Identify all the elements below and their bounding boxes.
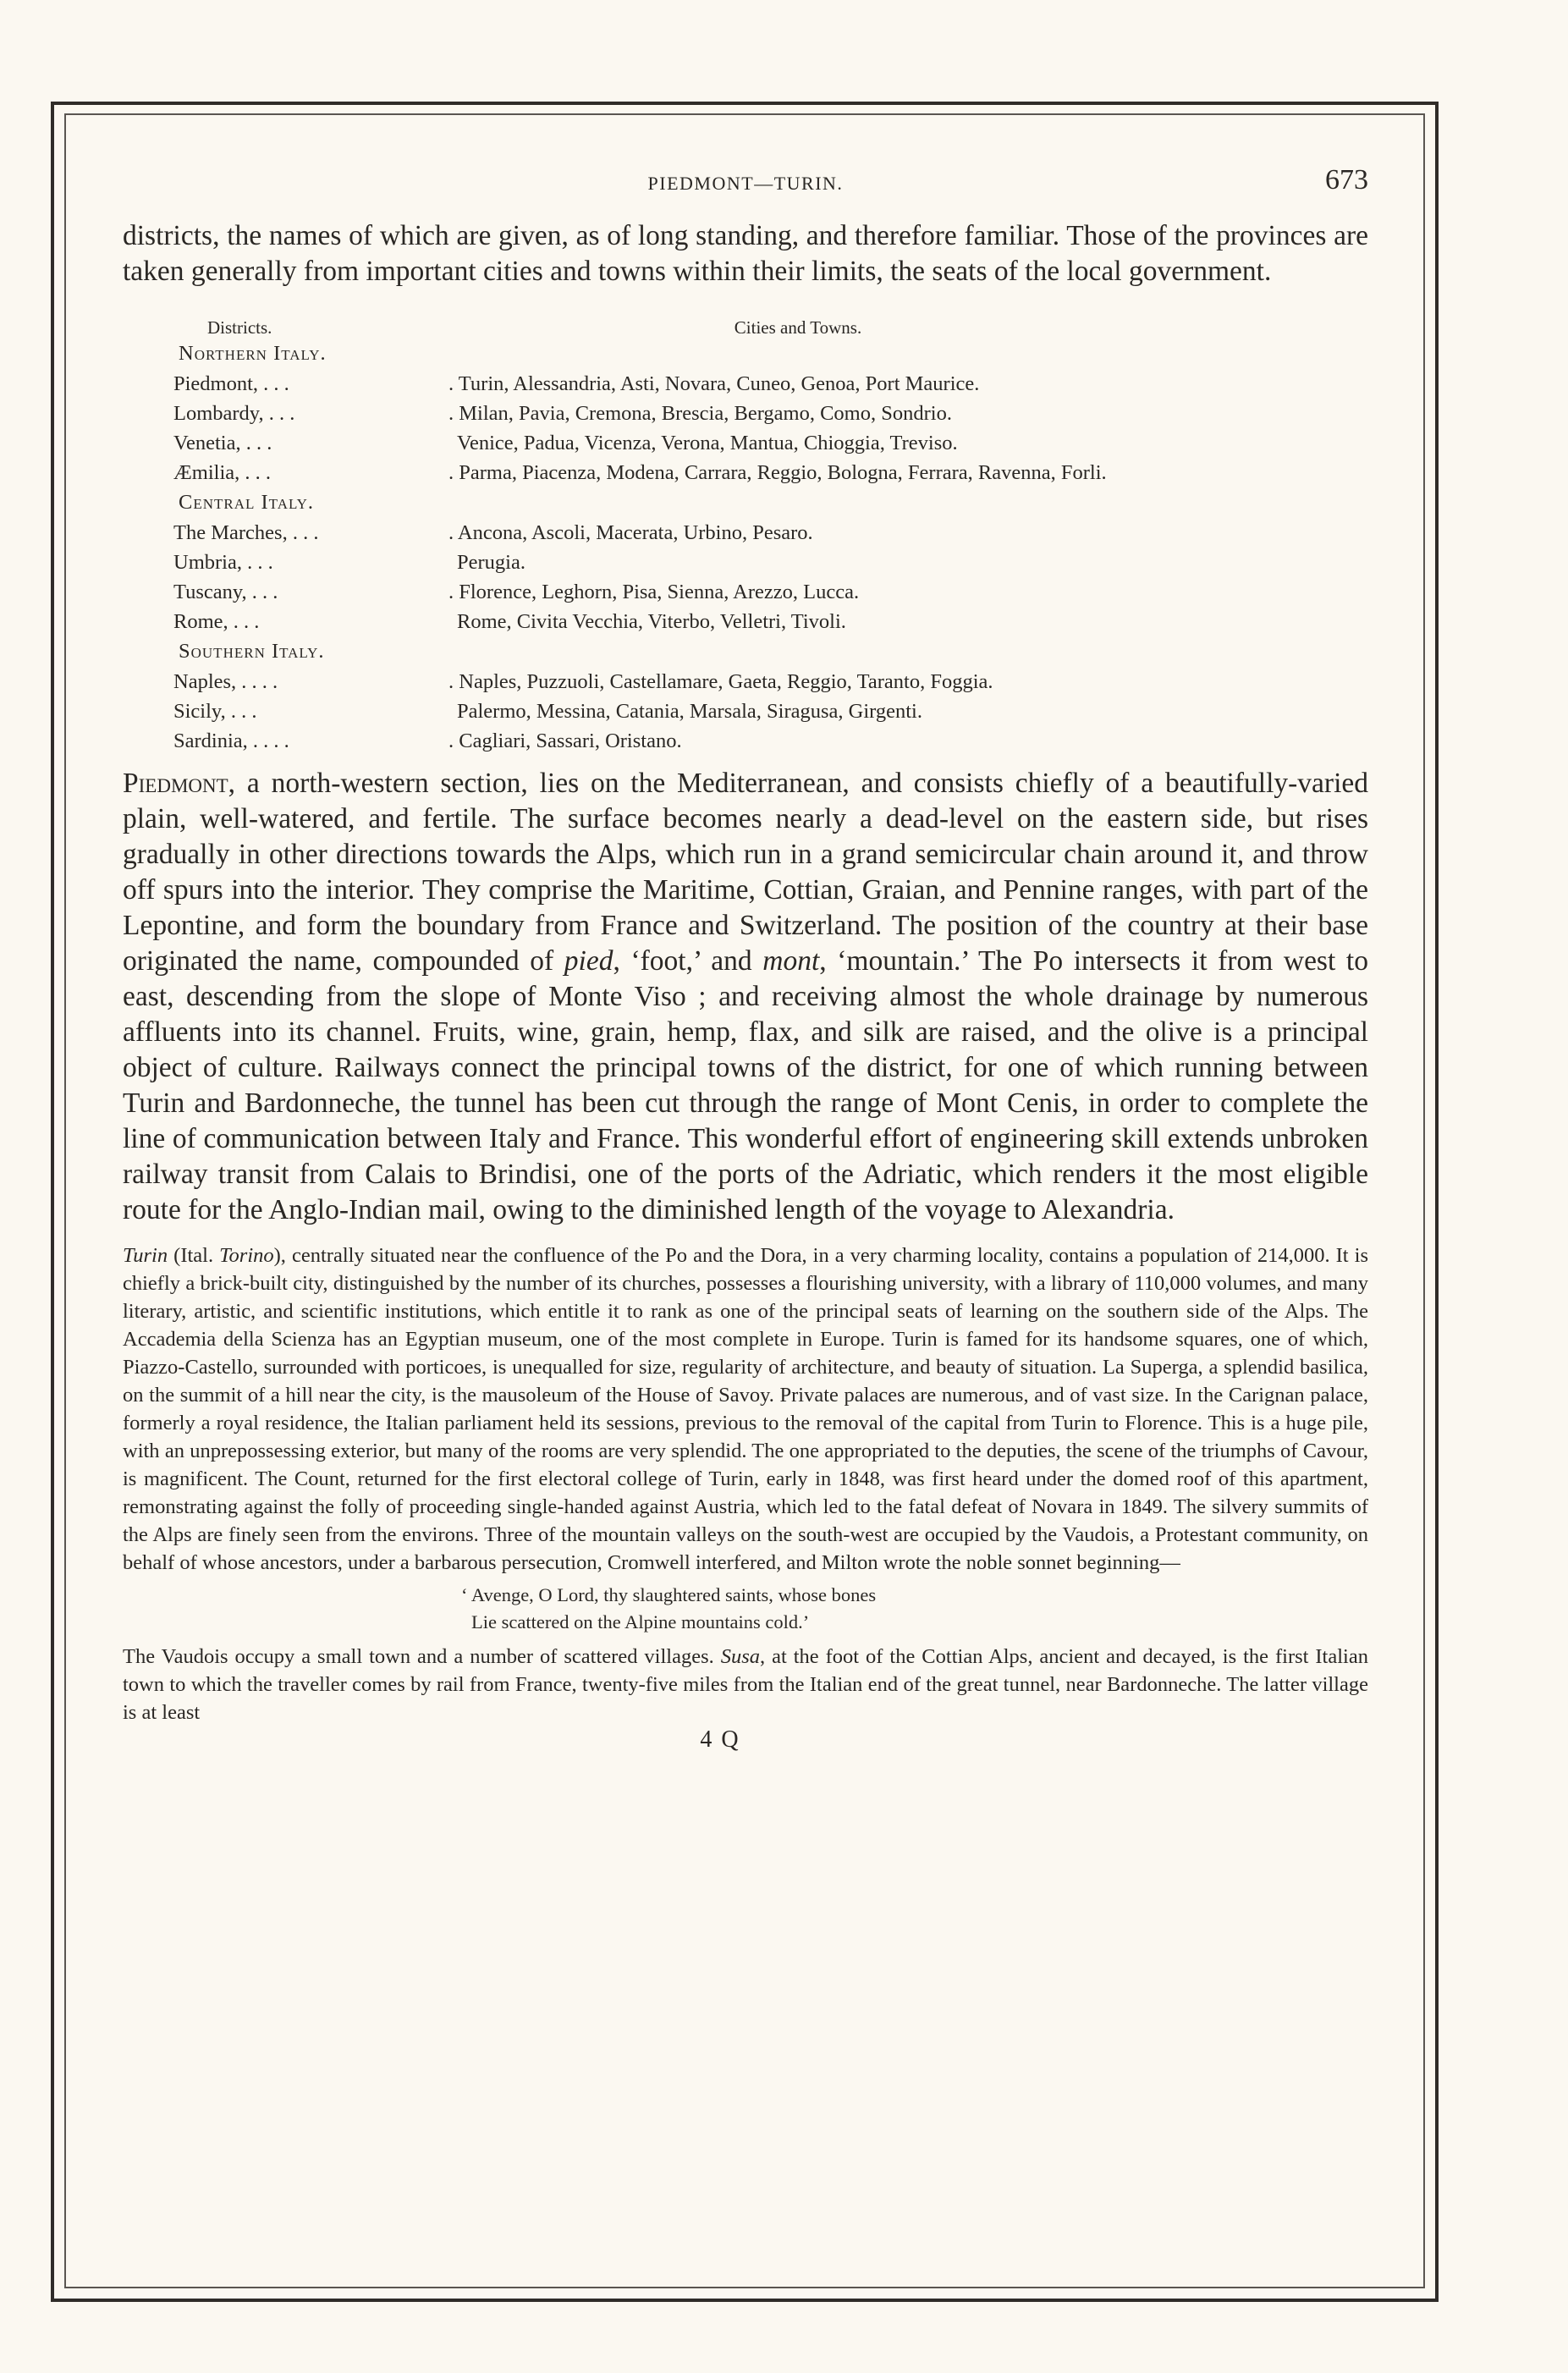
table-row: [123, 369, 1368, 399]
intro-paragraph: districts, the names of which are given, as of long standing, and therefore familiar. Those of the provinces are taken generally from important cities and towns within their limits, the seats of the local government.: [123, 220, 1368, 287]
piedmont-text: , ‘mountain.’ The Po intersects it from west to east, descending from the slope of Monte Viso ; and receiving almost the whole drainage by numerous affluents into its channel. Fruits, wine, grain, hemp, flax, and silk are raised, and the olive is a principal object of culture. Railways connect the principal towns of the district, for one of which running between Turin and Bardonneche, the tunnel has been cut through the range of Mont Cenis, in order to complete the line of communication between Italy and France. This wonderful effort of engineering skill extends unbroken railway transit from Calais to Brindisi, one of the ports of the Adriatic, which renders it the most eligible route for the Anglo-Indian mail, owing to the diminished length of the voyage to Alexandria.: [123, 945, 1368, 1225]
cities-cell: Perugia.: [457, 551, 525, 574]
page-content: [123, 159, 1368, 1754]
verse-line: ‘ Avenge, O Lord, thy slaughtered saints, whose bones: [461, 1584, 877, 1605]
cities-cell: Rome, Civita Vecchia, Viterbo, Velletri, Tivoli.: [457, 610, 846, 633]
running-title: PIEDMONT—TURIN.: [647, 173, 844, 194]
turin-name-italian: Torino: [219, 1244, 274, 1267]
district-cell: Sicily, . . .: [173, 700, 257, 723]
susa-name: Susa: [720, 1645, 760, 1668]
sonnet-quote: [461, 1582, 1368, 1636]
turin-text: ), centrally situated near the confluence of the Po and the Dora, in a very charming locality, contains a population of 214,000. It is chiefly a brick-built city, distinguished by the number of its churches, possesses a flourishing university, with a library of 110,000 volumes, and many literary, artistic, and scientific institutions, which entitle it to rank as one of the principal seats of learning on the southern side of the Alps. The Accademia della Scienza has an Egyptian museum, one of the most complete in Europe. Turin is famed for its handsome squares, one of which, Piazzo-Castello, surrounded with porticoes, is unequalled for size, regularity of architecture, and beauty of situation. La Superga, a splendid basilica, on the summit of a hill near the city, is the mausoleum of the House of Savoy. Private palaces are numerous, and of vast size. In the Carignan palace, formerly a royal residence, the Italian parliament held its sessions, previous to the removal of the capital from Turin to Florence. This is a huge pile, with an unprepossessing exterior, but many of the rooms are very splendid. The one appropriated to the deputies, the scene of the triumphs of Cavour, is magnificent. The Count, returned for the first electoral college of Turin, early in 1848, was first heard under the domed roof of this apartment, remonstrating against the folly of proceeding single-handed against Austria, which led to the fatal defeat of Novara in 1849. The silvery summits of the Alps are finely seen from the environs. Three of the mountain valleys on the south-west are occupied by the Vaudois, a Protestant community, on behalf of whose ancestors, under a barbarous persecution, Cromwell interfered, and Milton wrote the noble sonnet beginning—: [123, 1244, 1369, 1574]
cities-cell: . Turin, Alessandria, Asti, Novara, Cuneo, Genoa, Port Maurice.: [448, 372, 980, 395]
cities-cell: . Cagliari, Sassari, Oristano.: [448, 730, 682, 752]
turin-text: (Ital.: [168, 1244, 220, 1267]
cities-cell: . Parma, Piacenza, Modena, Carrara, Reggio, Bologna, Ferrara, Ravenna, Forli.: [448, 461, 1107, 484]
vaudois-text: , at the foot of the Cottian Alps, ancient and decayed, is the first Italian town to which the traveller comes by rail from France, twenty-five miles from the Italian end of the great tunnel, near Bardonneche. The latter village is at least: [123, 1645, 1368, 1724]
table-row: [123, 726, 1368, 756]
table-row: [123, 667, 1368, 696]
district-cell: Tuscany, . . .: [173, 581, 278, 603]
table-row: [123, 428, 1368, 458]
table-row: [123, 577, 1368, 607]
vaudois-text: The Vaudois occupy a small town and a number of scattered villages.: [123, 1645, 721, 1668]
piedmont-text: , a north-western section, lies on the Mediterranean, and consists chiefly of a beautifully-varied plain, well-watered, and fertile. The surface becomes nearly a dead-level on the eastern side, but rises gradually in other directions towards the Alps, which run in a grand semicircular chain around it, and throw off spurs into the interior. They comprise the Maritime, Cottian, Graian, and Pennine ranges, with part of the Lepontine, and form the boundary from France and Switzerland. The position of the country at their base originated the name, compounded of: [123, 768, 1368, 977]
turin-paragraph: [123, 1242, 1368, 1577]
table-header: [123, 306, 1368, 339]
district-cell: Rome, . . .: [173, 610, 260, 633]
cities-cell: Venice, Padua, Vicenza, Verona, Mantua, Chioggia, Treviso.: [457, 432, 958, 454]
running-head: [123, 164, 1368, 206]
district-cell: The Marches, . . .: [173, 521, 319, 544]
col-districts-header: Districts.: [207, 317, 272, 338]
cities-cell: . Ancona, Ascoli, Macerata, Urbino, Pesaro.: [448, 521, 813, 544]
district-cell: Sardinia, . . . .: [173, 730, 289, 752]
page-number: 673: [1325, 164, 1368, 195]
table-row: [123, 458, 1368, 487]
cities-cell: . Milan, Pavia, Cremona, Brescia, Bergamo, Como, Sondrio.: [448, 402, 952, 425]
cities-cell: . Florence, Leghorn, Pisa, Sienna, Arezzo, Lucca.: [448, 581, 860, 603]
district-cell: Venetia, . . .: [173, 432, 272, 454]
col-cities-header: Cities and Towns.: [734, 317, 862, 338]
table-row: [123, 548, 1368, 577]
term-pied: pied: [564, 945, 613, 977]
district-cell: Umbria, . . .: [173, 551, 273, 574]
district-cell: Piedmont, . . .: [173, 372, 289, 395]
table-row: [123, 518, 1368, 548]
district-cell: Lombardy, . . .: [173, 402, 295, 425]
cities-cell: . Naples, Puzzuoli, Castellamare, Gaeta, Reggio, Taranto, Foggia.: [448, 670, 993, 693]
signature-mark: 4 Q: [700, 1726, 740, 1753]
cities-cell: Palermo, Messina, Catania, Marsala, Siragusa, Girgenti.: [457, 700, 922, 723]
region-heading: Northern Italy.: [179, 342, 327, 365]
piedmont-text: , ‘foot,’ and: [613, 945, 763, 977]
piedmont-paragraph: [123, 766, 1368, 1228]
vaudois-paragraph: [123, 1643, 1368, 1726]
turin-name: Turin: [123, 1244, 168, 1267]
region-heading: Central Italy.: [179, 491, 315, 514]
table-row: [123, 399, 1368, 428]
term-mont: mont: [762, 945, 820, 977]
piedmont-lead: Piedmont: [123, 768, 228, 799]
verse-line: Lie scattered on the Alpine mountains cold.’: [471, 1611, 810, 1632]
table-row: [123, 696, 1368, 726]
district-cell: Æmilia, . . .: [173, 461, 272, 484]
table-row: [123, 607, 1368, 636]
district-cell: Naples, . . . .: [173, 670, 278, 693]
region-heading: Southern Italy.: [179, 640, 325, 663]
districts-table: [123, 306, 1368, 756]
